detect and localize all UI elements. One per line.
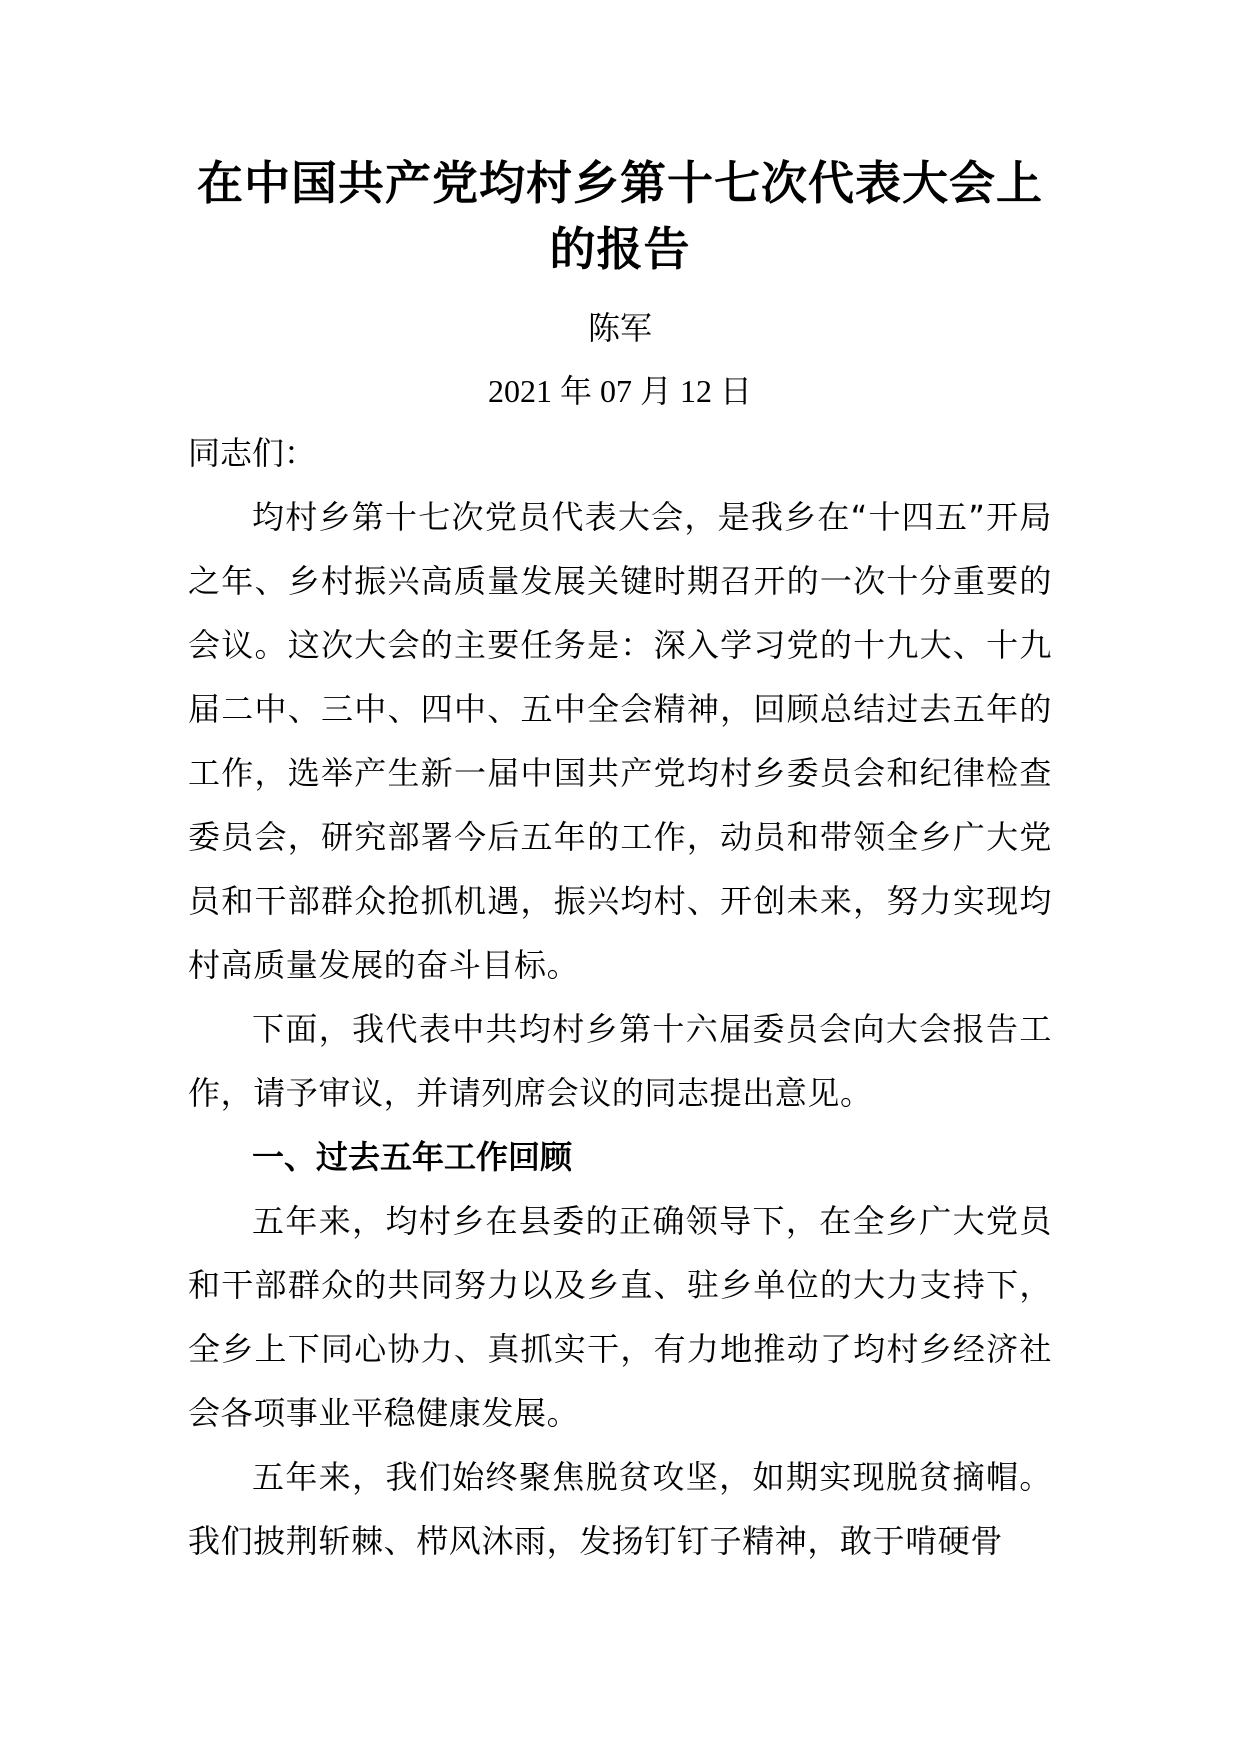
title-line-2: 的报告 bbox=[549, 222, 691, 276]
salutation: 同志们： bbox=[188, 434, 317, 472]
document-title bbox=[188, 150, 1052, 282]
intro-paragraph-1: 均村乡第十七次党员代表大会，是我乡在“十四五”开局之年、乡村振兴高质量发展关键时期召开的一次十分重要的会议。这次大会的主要任务是：深入学习党的十九大、十九届二中、三中、四中、五中全会精神，回顾总结过去五年的工作，选举产生新一届中国共产党均村乡委员会和纪律检查委员会，研究部署今后五年的工作，动员和带领全乡广大党员和干部群众抢抓机遇，振兴均村、开创未来，努力实现均村高质量发展的奋斗目标。 bbox=[188, 498, 1052, 984]
section1-paragraph-1: 五年来，均村乡在县委的正确领导下，在全乡广大党员和干部群众的共同努力以及乡直、驻乡单位的大力支持下，全乡上下同心协力、真抓实干，有力地推动了均村乡经济社会各项事业平稳健康发展。 bbox=[188, 1202, 1052, 1432]
section1-paragraph-2: 五年来，我们始终聚焦脱贫攻坚，如期实现脱贫摘帽。我们披荆斩棘、栉风沐雨，发扬钉钉子精神，敢于啃硬骨 bbox=[188, 1458, 1052, 1560]
section-heading-1: 一、过去五年工作回顾 bbox=[252, 1138, 573, 1176]
report-date: 2021 年 07 月 12 日 bbox=[487, 373, 752, 409]
intro-paragraph-2: 下面，我代表中共均村乡第十六届委员会向大会报告工作，请予审议，并请列席会议的同志提出意见。 bbox=[188, 1010, 1052, 1112]
document-page bbox=[188, 150, 1052, 1573]
author-name: 陈军 bbox=[587, 309, 652, 347]
title-line-1: 在中国共产党均村乡第十七次代表大会上 bbox=[197, 156, 1043, 210]
